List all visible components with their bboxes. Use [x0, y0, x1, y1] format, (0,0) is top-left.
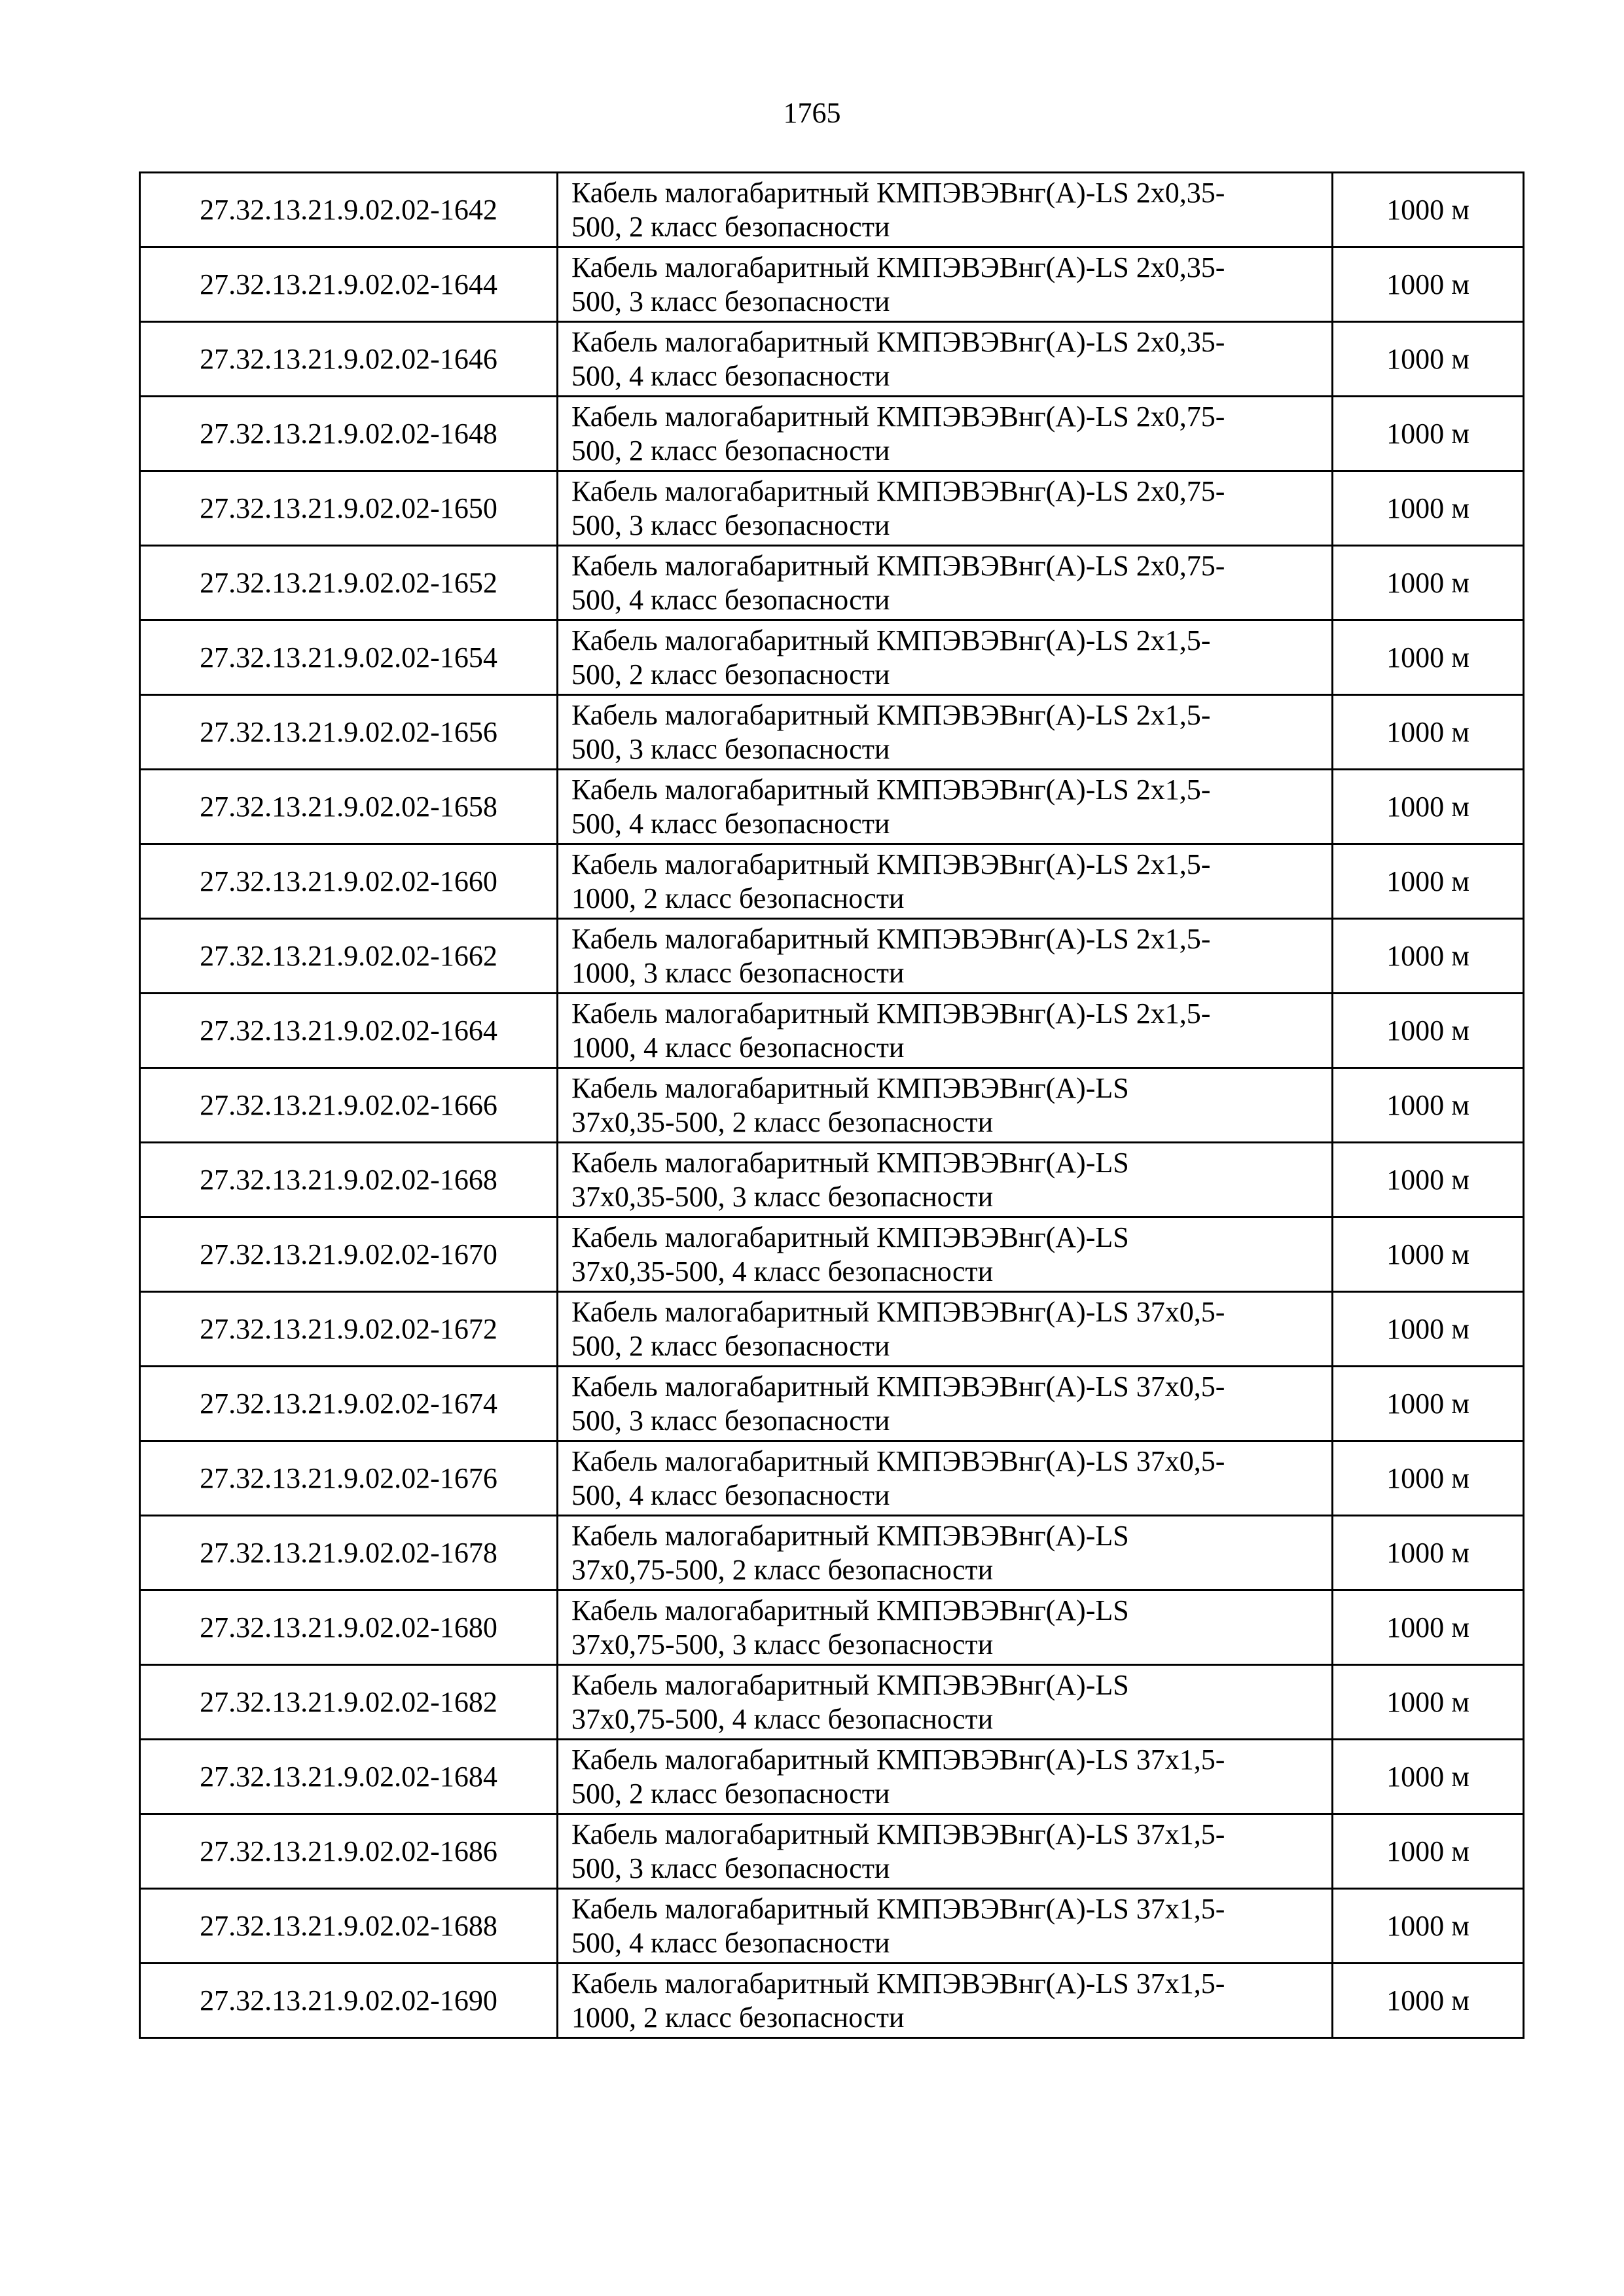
- unit-cell: 1000 м: [1333, 546, 1524, 620]
- resource-code-cell: 27.32.13.21.9.02.02-1686: [140, 1814, 558, 1889]
- resource-name-line-1: Кабель малогабаритный КМПЭВЭВнг(А)-LS: [571, 1594, 1129, 1626]
- resource-name-line-2: 500, 4 класс безопасности: [571, 807, 890, 840]
- resource-name-line-1: Кабель малогабаритный КМПЭВЭВнг(А)-LS: [571, 1071, 1129, 1104]
- resource-code-cell: 27.32.13.21.9.02.02-1682: [140, 1665, 558, 1740]
- resource-code-cell: 27.32.13.21.9.02.02-1660: [140, 844, 558, 919]
- table-row: [140, 1889, 1524, 1964]
- unit-cell: 1000 м: [1333, 1590, 1524, 1665]
- table-row: [140, 1441, 1524, 1516]
- resource-name-cell: [558, 1068, 1333, 1143]
- table-row: [140, 770, 1524, 844]
- resource-code-cell: 27.32.13.21.9.02.02-1644: [140, 247, 558, 322]
- resource-name-line-1: Кабель малогабаритный КМПЭВЭВнг(А)-LS 37х1,5-: [571, 1818, 1225, 1850]
- resource-code-cell: 27.32.13.21.9.02.02-1684: [140, 1740, 558, 1814]
- table-row: [140, 397, 1524, 471]
- resource-code-cell: 27.32.13.21.9.02.02-1678: [140, 1516, 558, 1590]
- unit-cell: 1000 м: [1333, 397, 1524, 471]
- resource-code-cell: 27.32.13.21.9.02.02-1676: [140, 1441, 558, 1516]
- table-row: [140, 1367, 1524, 1441]
- resource-name-cell: [558, 1217, 1333, 1292]
- resource-name-cell: [558, 1964, 1333, 2038]
- resource-name-cell: [558, 919, 1333, 994]
- resource-name-line-1: Кабель малогабаритный КМПЭВЭВнг(А)-LS 2х1,5-: [571, 624, 1211, 656]
- resource-name-cell: [558, 844, 1333, 919]
- table-row: [140, 471, 1524, 546]
- table-row: [140, 1740, 1524, 1814]
- resource-name-cell: [558, 620, 1333, 695]
- resource-name-cell: [558, 173, 1333, 247]
- resource-code-cell: 27.32.13.21.9.02.02-1674: [140, 1367, 558, 1441]
- resource-name-cell: [558, 770, 1333, 844]
- resource-name-line-1: Кабель малогабаритный КМПЭВЭВнг(А)-LS 2х0,35-: [571, 325, 1225, 358]
- resource-name-line-2: 37х0,75-500, 4 класс безопасности: [571, 1702, 994, 1735]
- resource-name-line-2: 1000, 4 класс безопасности: [571, 1031, 905, 1064]
- table-body: [140, 173, 1524, 2038]
- unit-cell: 1000 м: [1333, 1814, 1524, 1889]
- unit-cell: 1000 м: [1333, 1367, 1524, 1441]
- resource-name-line-2: 500, 2 класс безопасности: [571, 658, 890, 691]
- resource-code-cell: 27.32.13.21.9.02.02-1658: [140, 770, 558, 844]
- unit-cell: 1000 м: [1333, 844, 1524, 919]
- resource-name-cell: [558, 247, 1333, 322]
- unit-cell: 1000 м: [1333, 919, 1524, 994]
- unit-cell: 1000 м: [1333, 1516, 1524, 1590]
- resource-name-line-1: Кабель малогабаритный КМПЭВЭВнг(А)-LS 37х1,5-: [571, 1967, 1225, 2000]
- table-row: [140, 1814, 1524, 1889]
- resource-name-line-2: 500, 3 класс безопасности: [571, 1852, 890, 1884]
- resource-name-line-1: Кабель малогабаритный КМПЭВЭВнг(А)-LS: [571, 1668, 1129, 1701]
- resource-name-line-2: 37х0,35-500, 2 класс безопасности: [571, 1105, 994, 1138]
- table-row: [140, 695, 1524, 770]
- resource-name-line-2: 500, 2 класс безопасности: [571, 1329, 890, 1362]
- resource-code-cell: 27.32.13.21.9.02.02-1666: [140, 1068, 558, 1143]
- table-row: [140, 173, 1524, 247]
- table-row: [140, 1964, 1524, 2038]
- unit-cell: 1000 м: [1333, 1292, 1524, 1367]
- resource-name-line-2: 37х0,35-500, 4 класс безопасности: [571, 1255, 994, 1287]
- unit-cell: 1000 м: [1333, 1217, 1524, 1292]
- resource-name-line-1: Кабель малогабаритный КМПЭВЭВнг(А)-LS: [571, 1519, 1129, 1552]
- resource-name-line-1: Кабель малогабаритный КМПЭВЭВнг(А)-LS 2х1,5-: [571, 848, 1211, 880]
- resource-code-cell: 27.32.13.21.9.02.02-1690: [140, 1964, 558, 2038]
- resource-name-line-2: 1000, 2 класс безопасности: [571, 882, 905, 914]
- resource-table: [139, 171, 1525, 2039]
- resource-name-line-1: Кабель малогабаритный КМПЭВЭВнг(А)-LS 2х0,35-: [571, 251, 1225, 283]
- resource-code-cell: 27.32.13.21.9.02.02-1656: [140, 695, 558, 770]
- resource-name-line-1: Кабель малогабаритный КМПЭВЭВнг(А)-LS 2х0,75-: [571, 400, 1225, 433]
- resource-name-line-1: Кабель малогабаритный КМПЭВЭВнг(А)-LS 2х1,5-: [571, 773, 1211, 806]
- resource-name-cell: [558, 1143, 1333, 1217]
- resource-name-cell: [558, 1367, 1333, 1441]
- resource-name-cell: [558, 1814, 1333, 1889]
- resource-code-cell: 27.32.13.21.9.02.02-1654: [140, 620, 558, 695]
- resource-code-cell: 27.32.13.21.9.02.02-1642: [140, 173, 558, 247]
- resource-name-line-1: Кабель малогабаритный КМПЭВЭВнг(А)-LS 2х1,5-: [571, 698, 1211, 731]
- table-row: [140, 1516, 1524, 1590]
- resource-code-cell: 27.32.13.21.9.02.02-1664: [140, 994, 558, 1068]
- resource-name-line-2: 500, 3 класс безопасности: [571, 732, 890, 765]
- resource-name-cell: [558, 322, 1333, 397]
- table-row: [140, 1143, 1524, 1217]
- resource-name-cell: [558, 471, 1333, 546]
- unit-cell: 1000 м: [1333, 1889, 1524, 1964]
- table-row: [140, 620, 1524, 695]
- resource-name-line-1: Кабель малогабаритный КМПЭВЭВнг(А)-LS 2х1,5-: [571, 922, 1211, 955]
- resource-code-cell: 27.32.13.21.9.02.02-1652: [140, 546, 558, 620]
- unit-cell: 1000 м: [1333, 1068, 1524, 1143]
- resource-name-line-2: 37х0,75-500, 2 класс безопасности: [571, 1553, 994, 1586]
- resource-name-line-2: 500, 4 класс безопасности: [571, 1479, 890, 1511]
- resource-name-line-2: 500, 3 класс безопасности: [571, 285, 890, 317]
- resource-name-line-1: Кабель малогабаритный КМПЭВЭВнг(А)-LS 2х0,35-: [571, 176, 1225, 209]
- resource-name-cell: [558, 1665, 1333, 1740]
- resource-name-cell: [558, 1516, 1333, 1590]
- unit-cell: 1000 м: [1333, 173, 1524, 247]
- resource-name-cell: [558, 1292, 1333, 1367]
- resource-name-line-1: Кабель малогабаритный КМПЭВЭВнг(А)-LS 2х0,75-: [571, 475, 1225, 507]
- resource-name-line-2: 500, 4 класс безопасности: [571, 1926, 890, 1959]
- resource-name-cell: [558, 1740, 1333, 1814]
- resource-code-cell: 27.32.13.21.9.02.02-1680: [140, 1590, 558, 1665]
- resource-name-cell: [558, 397, 1333, 471]
- resource-name-line-1: Кабель малогабаритный КМПЭВЭВнг(А)-LS 37х0,5-: [571, 1295, 1225, 1328]
- resource-code-cell: 27.32.13.21.9.02.02-1672: [140, 1292, 558, 1367]
- resource-name-cell: [558, 1889, 1333, 1964]
- table-row: [140, 1217, 1524, 1292]
- unit-cell: 1000 м: [1333, 994, 1524, 1068]
- resource-name-line-2: 500, 3 класс безопасности: [571, 1404, 890, 1437]
- resource-name-line-1: Кабель малогабаритный КМПЭВЭВнг(А)-LS 37х1,5-: [571, 1743, 1225, 1776]
- resource-name-line-2: 500, 4 класс безопасности: [571, 583, 890, 616]
- table-row: [140, 1590, 1524, 1665]
- resource-name-line-2: 500, 2 класс безопасности: [571, 1777, 890, 1810]
- resource-code-cell: 27.32.13.21.9.02.02-1668: [140, 1143, 558, 1217]
- unit-cell: 1000 м: [1333, 1964, 1524, 2038]
- resource-name-line-1: Кабель малогабаритный КМПЭВЭВнг(А)-LS 37х0,5-: [571, 1370, 1225, 1403]
- unit-cell: 1000 м: [1333, 247, 1524, 322]
- unit-cell: 1000 м: [1333, 770, 1524, 844]
- table-row: [140, 1068, 1524, 1143]
- resource-name-line-2: 37х0,35-500, 3 класс безопасности: [571, 1180, 994, 1213]
- resource-code-cell: 27.32.13.21.9.02.02-1646: [140, 322, 558, 397]
- resource-name-line-2: 500, 2 класс безопасности: [571, 210, 890, 243]
- unit-cell: 1000 м: [1333, 1441, 1524, 1516]
- table-row: [140, 994, 1524, 1068]
- unit-cell: 1000 м: [1333, 1665, 1524, 1740]
- unit-cell: 1000 м: [1333, 322, 1524, 397]
- table-row: [140, 322, 1524, 397]
- resource-code-cell: 27.32.13.21.9.02.02-1650: [140, 471, 558, 546]
- resource-name-cell: [558, 1590, 1333, 1665]
- resource-name-line-1: Кабель малогабаритный КМПЭВЭВнг(А)-LS 2х1,5-: [571, 997, 1211, 1030]
- resource-name-line-1: Кабель малогабаритный КМПЭВЭВнг(А)-LS 2х0,75-: [571, 549, 1225, 582]
- unit-cell: 1000 м: [1333, 1740, 1524, 1814]
- resource-name-cell: [558, 695, 1333, 770]
- table-row: [140, 1665, 1524, 1740]
- table-row: [140, 1292, 1524, 1367]
- resource-name-line-2: 1000, 3 класс безопасности: [571, 956, 905, 989]
- unit-cell: 1000 м: [1333, 1143, 1524, 1217]
- unit-cell: 1000 м: [1333, 471, 1524, 546]
- resource-name-line-1: Кабель малогабаритный КМПЭВЭВнг(А)-LS 37х1,5-: [571, 1892, 1225, 1925]
- resource-code-cell: 27.32.13.21.9.02.02-1662: [140, 919, 558, 994]
- resource-code-cell: 27.32.13.21.9.02.02-1648: [140, 397, 558, 471]
- resource-name-line-1: Кабель малогабаритный КМПЭВЭВнг(А)-LS: [571, 1221, 1129, 1253]
- resource-name-line-2: 37х0,75-500, 3 класс безопасности: [571, 1628, 994, 1660]
- resource-code-cell: 27.32.13.21.9.02.02-1688: [140, 1889, 558, 1964]
- resource-name-cell: [558, 546, 1333, 620]
- unit-cell: 1000 м: [1333, 695, 1524, 770]
- resource-name-line-2: 500, 3 класс безопасности: [571, 509, 890, 541]
- table-row: [140, 919, 1524, 994]
- page-number: 1765: [783, 97, 841, 129]
- resource-name-cell: [558, 1441, 1333, 1516]
- table-row: [140, 546, 1524, 620]
- resource-name-line-2: 1000, 2 класс безопасности: [571, 2001, 905, 2034]
- resource-name-line-1: Кабель малогабаритный КМПЭВЭВнг(А)-LS 37х0,5-: [571, 1444, 1225, 1477]
- resource-name-line-2: 500, 4 класс безопасности: [571, 359, 890, 392]
- resource-name-line-1: Кабель малогабаритный КМПЭВЭВнг(А)-LS: [571, 1146, 1129, 1179]
- table-row: [140, 844, 1524, 919]
- table-row: [140, 247, 1524, 322]
- unit-cell: 1000 м: [1333, 620, 1524, 695]
- resource-name-cell: [558, 994, 1333, 1068]
- resource-name-line-2: 500, 2 класс безопасности: [571, 434, 890, 467]
- resource-code-cell: 27.32.13.21.9.02.02-1670: [140, 1217, 558, 1292]
